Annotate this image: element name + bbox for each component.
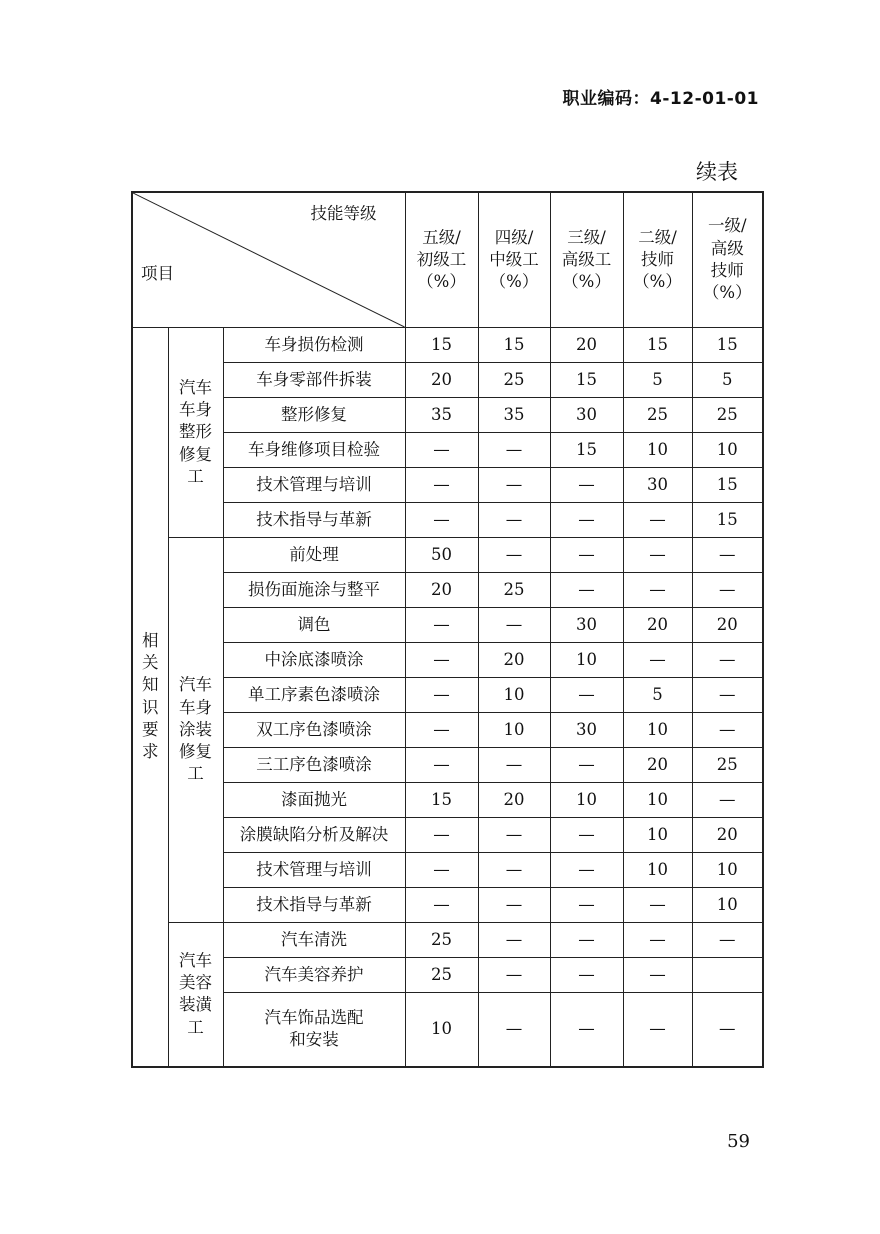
value-cell: 10: [623, 713, 692, 748]
value-cell: —: [550, 958, 623, 993]
item-name-cell: 车身损伤检测: [223, 328, 405, 363]
value-cell: 25: [405, 958, 478, 993]
value-cell: —: [478, 503, 550, 538]
table-row: [132, 398, 763, 433]
value-cell: —: [550, 818, 623, 853]
value-cell: 10: [550, 643, 623, 678]
table-row: [132, 783, 763, 818]
value-cell: —: [623, 643, 692, 678]
table-row: [132, 818, 763, 853]
item-name-cell: 车身零部件拆装: [223, 363, 405, 398]
item-name-cell: 车身维修项目检验: [223, 433, 405, 468]
value-cell: —: [405, 503, 478, 538]
value-cell: 5: [623, 363, 692, 398]
value-cell: —: [623, 993, 692, 1067]
value-cell: —: [405, 748, 478, 783]
value-cell: 10: [550, 783, 623, 818]
value-cell: 25: [692, 748, 763, 783]
value-cell: 20: [405, 363, 478, 398]
value-cell: —: [550, 748, 623, 783]
value-cell: 30: [550, 608, 623, 643]
value-cell: 25: [692, 398, 763, 433]
value-cell: 20: [692, 608, 763, 643]
value-cell: 15: [478, 328, 550, 363]
item-name-cell: 技术指导与革新: [223, 503, 405, 538]
corner-top-label: 技能等级: [310, 204, 377, 223]
value-cell: 15: [692, 328, 763, 363]
value-cell: 15: [692, 503, 763, 538]
item-name-cell: 单工序素色漆喷涂: [223, 678, 405, 713]
value-cell: —: [405, 678, 478, 713]
value-cell: —: [478, 993, 550, 1067]
value-cell: —: [550, 538, 623, 573]
page-number: 59: [727, 1131, 750, 1152]
value-cell: —: [692, 643, 763, 678]
item-name-cell: 汽车美容养护: [223, 958, 405, 993]
value-cell: 10: [478, 713, 550, 748]
value-cell: 15: [623, 328, 692, 363]
value-cell: 10: [623, 853, 692, 888]
value-cell: 10: [623, 433, 692, 468]
value-cell: 30: [550, 398, 623, 433]
item-name-cell: 漆面抛光: [223, 783, 405, 818]
value-cell: —: [623, 888, 692, 923]
item-name-cell: 前处理: [223, 538, 405, 573]
value-cell: 50: [405, 538, 478, 573]
value-cell: —: [478, 958, 550, 993]
level-header-5: 五级/ 初级工 （%）: [405, 192, 478, 328]
value-cell: 20: [623, 748, 692, 783]
item-name-cell: 涂膜缺陷分析及解决: [223, 818, 405, 853]
value-cell: —: [478, 433, 550, 468]
item-name-cell: 双工序色漆喷涂: [223, 713, 405, 748]
value-cell: 10: [692, 888, 763, 923]
value-cell: —: [478, 888, 550, 923]
value-cell: —: [478, 538, 550, 573]
table-row: [132, 888, 763, 923]
value-cell: 20: [405, 573, 478, 608]
value-cell: 25: [405, 923, 478, 958]
value-cell: 20: [478, 783, 550, 818]
value-cell: 30: [623, 468, 692, 503]
value-cell: 10: [623, 783, 692, 818]
value-cell: —: [692, 923, 763, 958]
item-name-cell: 中涂底漆喷涂: [223, 643, 405, 678]
value-cell: 15: [405, 783, 478, 818]
value-cell: 10: [405, 993, 478, 1067]
value-cell: [692, 958, 763, 993]
item-name-cell: 技术管理与培训: [223, 853, 405, 888]
value-cell: —: [550, 503, 623, 538]
continued-label: 续表: [696, 160, 738, 184]
table-row: [132, 923, 763, 958]
table-row: [132, 958, 763, 993]
value-cell: —: [623, 538, 692, 573]
value-cell: —: [692, 538, 763, 573]
value-cell: 5: [692, 363, 763, 398]
table-row: [132, 433, 763, 468]
value-cell: —: [550, 573, 623, 608]
value-cell: —: [405, 853, 478, 888]
value-cell: —: [550, 853, 623, 888]
value-cell: —: [405, 468, 478, 503]
item-name-cell: 三工序色漆喷涂: [223, 748, 405, 783]
table-row: [132, 643, 763, 678]
value-cell: —: [405, 643, 478, 678]
value-cell: 15: [550, 363, 623, 398]
value-cell: —: [692, 678, 763, 713]
value-cell: —: [478, 468, 550, 503]
value-cell: 10: [692, 853, 763, 888]
item-name-cell: 技术指导与革新: [223, 888, 405, 923]
item-name-cell: 汽车清洗: [223, 923, 405, 958]
corner-header-cell: [132, 192, 405, 328]
table-row: [132, 713, 763, 748]
value-cell: 15: [692, 468, 763, 503]
value-cell: —: [478, 923, 550, 958]
table-row: [132, 503, 763, 538]
value-cell: —: [550, 923, 623, 958]
value-cell: —: [550, 993, 623, 1067]
table-row: [132, 748, 763, 783]
table-row: [132, 608, 763, 643]
value-cell: 30: [550, 713, 623, 748]
value-cell: —: [623, 573, 692, 608]
value-cell: —: [405, 713, 478, 748]
level-header-2: 二级/ 技师 （%）: [623, 192, 692, 328]
value-cell: —: [623, 923, 692, 958]
item-name-cell: 汽车饰品选配 和安装: [223, 993, 405, 1067]
category-cell: 相 关 知 识 要 求: [132, 328, 168, 1067]
value-cell: 35: [405, 398, 478, 433]
level-header-3: 三级/ 高级工 （%）: [550, 192, 623, 328]
value-cell: 10: [623, 818, 692, 853]
value-cell: 25: [623, 398, 692, 433]
knowledge-weight-table: [131, 191, 764, 1068]
item-name-cell: 调色: [223, 608, 405, 643]
group-name-cell: 汽车 车身 整形 修复 工: [168, 328, 223, 538]
value-cell: —: [692, 783, 763, 818]
value-cell: —: [623, 503, 692, 538]
value-cell: —: [405, 818, 478, 853]
value-cell: 5: [623, 678, 692, 713]
value-cell: 10: [478, 678, 550, 713]
value-cell: —: [478, 608, 550, 643]
table-row: [132, 328, 763, 363]
level-header-1: 一级/ 高级 技师 （%）: [692, 192, 763, 328]
value-cell: —: [692, 713, 763, 748]
value-cell: —: [405, 433, 478, 468]
value-cell: —: [405, 888, 478, 923]
table-row: [132, 573, 763, 608]
level-header-4: 四级/ 中级工 （%）: [478, 192, 550, 328]
corner-bottom-label: 项目: [141, 264, 174, 283]
value-cell: 20: [692, 818, 763, 853]
value-cell: —: [692, 573, 763, 608]
table-row: [132, 363, 763, 398]
value-cell: 20: [550, 328, 623, 363]
table-row: [132, 853, 763, 888]
value-cell: —: [692, 993, 763, 1067]
occupation-code: 职业编码：4-12-01-01: [562, 89, 759, 109]
value-cell: 25: [478, 363, 550, 398]
value-cell: 20: [478, 643, 550, 678]
value-cell: 15: [550, 433, 623, 468]
item-name-cell: 整形修复: [223, 398, 405, 433]
item-name-cell: 损伤面施涂与整平: [223, 573, 405, 608]
table-row: [132, 538, 763, 573]
value-cell: —: [478, 853, 550, 888]
value-cell: —: [550, 678, 623, 713]
group-name-cell: 汽车 车身 涂装 修复 工: [168, 538, 223, 923]
value-cell: 20: [623, 608, 692, 643]
table-row: [132, 468, 763, 503]
value-cell: 35: [478, 398, 550, 433]
value-cell: —: [478, 748, 550, 783]
value-cell: —: [550, 888, 623, 923]
group-name-cell: 汽车 美容 装潢 工: [168, 923, 223, 1067]
table-row: [132, 993, 763, 1067]
value-cell: 10: [692, 433, 763, 468]
table-row: [132, 678, 763, 713]
item-name-cell: 技术管理与培训: [223, 468, 405, 503]
value-cell: 25: [478, 573, 550, 608]
value-cell: —: [405, 608, 478, 643]
value-cell: 15: [405, 328, 478, 363]
value-cell: —: [478, 818, 550, 853]
value-cell: —: [550, 468, 623, 503]
value-cell: —: [623, 958, 692, 993]
